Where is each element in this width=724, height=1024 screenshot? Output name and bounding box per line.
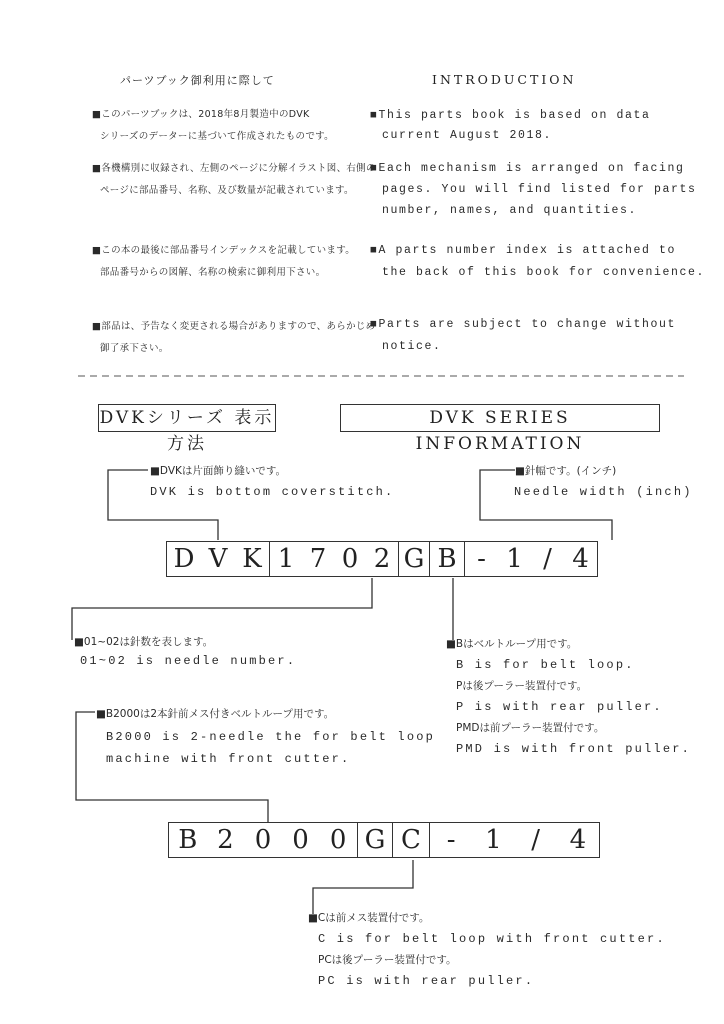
note-c-line: PCは後プーラー装置付です。: [318, 954, 457, 966]
code-char: 1: [485, 825, 502, 855]
note-b-line: P is with rear puller.: [456, 700, 663, 714]
code-group-width: [430, 823, 599, 857]
code-char: 2: [217, 825, 234, 855]
connector-num: [72, 578, 372, 640]
model-code-dvk: [166, 541, 598, 577]
code-char: 4: [572, 544, 589, 574]
en-item-2: ■Each mechanism is arranged on facing pages. You will find listed for parts number, names, and quantities.: [370, 162, 697, 217]
model-code-b2000: [168, 822, 600, 858]
note-b-line: ■Bはベルトループ用です。: [446, 638, 578, 650]
code-group-c: [393, 823, 430, 857]
code-char: 4: [569, 825, 587, 855]
code-char: -: [477, 544, 486, 574]
code-group-b: [430, 542, 465, 576]
note-needle-jp: ■針幅です。(インチ): [515, 465, 617, 477]
intro-en-heading: INTRODUCTION: [432, 72, 577, 87]
en-item-1: ■This parts book is based on data current August 2018.: [370, 109, 651, 142]
code-char: /: [531, 825, 540, 855]
code-char: /: [543, 544, 552, 574]
code-char: G: [403, 544, 425, 574]
en-item-4: ■Parts are subject to change without notice.: [370, 318, 677, 353]
jp-item-2: ■各機構別に収録され、左側のページに分解イラスト図、右側の ページに部品番号、名称、及び数量が記載されています。: [92, 163, 376, 196]
connector-dvk: [108, 470, 218, 540]
code-char: 0: [341, 544, 359, 574]
note-num-en: 01~02 is needle number.: [80, 654, 297, 668]
code-char: 0: [292, 825, 309, 855]
note-b-block: [446, 634, 691, 760]
code-group-series: [169, 823, 358, 857]
code-char: G: [364, 825, 386, 855]
code-char: 2: [373, 544, 391, 574]
note-c-line: C is for belt loop with front cutter.: [318, 932, 666, 946]
code-group-g: [399, 542, 430, 576]
en-item-3: ■A parts number index is attached to the back of this book for convenience.: [370, 244, 706, 279]
intro-jp-heading: パーツブック御利用に際して: [120, 74, 275, 87]
note-b-line: Pは後プーラー装置付です。: [456, 680, 588, 692]
code-group-series: [167, 542, 270, 576]
series-title-en: DVK SERIES INFORMATION: [340, 404, 660, 432]
code-group-g: [358, 823, 393, 857]
note-dvk-en: DVK is bottom coverstitch.: [150, 485, 395, 499]
note-num-jp: ■01~02は針数を表します。: [74, 636, 214, 648]
code-char: 0: [329, 825, 347, 855]
code-char: 1: [277, 544, 295, 574]
connector-c: [313, 860, 413, 914]
code-char: B: [437, 544, 457, 574]
code-char: B: [178, 825, 198, 855]
series-title-jp: DVKシリーズ 表示方法: [98, 404, 276, 432]
note-c-line: PC is with rear puller.: [318, 974, 535, 988]
note-needle-en: Needle width (inch): [514, 485, 693, 499]
connector-needle: [480, 470, 612, 540]
code-char: -: [446, 825, 456, 855]
note-b-line: B is for belt loop.: [456, 658, 635, 672]
note-c-line: ■Cは前メス装置付です。: [308, 912, 430, 924]
note-dvk-jp: ■DVKは片面飾り縫いです。: [150, 465, 287, 477]
code-char: C: [401, 825, 421, 855]
code-char: 0: [254, 825, 272, 855]
code-char: 1: [506, 544, 523, 574]
code-group-width: [465, 542, 597, 576]
note-c-block: [308, 908, 666, 992]
note-b2000-en: B2000 is 2-needle the for belt loop machine with front cutter.: [106, 730, 436, 766]
code-group-number: [270, 542, 399, 576]
note-b2000-jp: ■B2000は2本針前メス付きベルトループ用です。: [96, 708, 335, 720]
note-b-line: PMDは前プーラー装置付です。: [456, 722, 605, 734]
code-char: V: [208, 544, 228, 574]
jp-item-3: ■この本の最後に部品番号インデックスを記載しています。 部品番号からの図解、名称の検索に御利用下さい。: [92, 245, 356, 278]
note-b-line: PMD is with front puller.: [456, 742, 692, 756]
code-char: D: [173, 544, 195, 574]
code-char: K: [242, 544, 262, 574]
jp-item-4: ■部品は、予告なく変更される場合がありますので、あらかじめ 御了承下さい。: [92, 321, 376, 354]
code-char: 7: [309, 544, 327, 574]
jp-item-1: ■このパーツブックは、2018年8月製造中のDVK シリーズのデーターに基づいて作成されたものです。: [92, 109, 334, 142]
